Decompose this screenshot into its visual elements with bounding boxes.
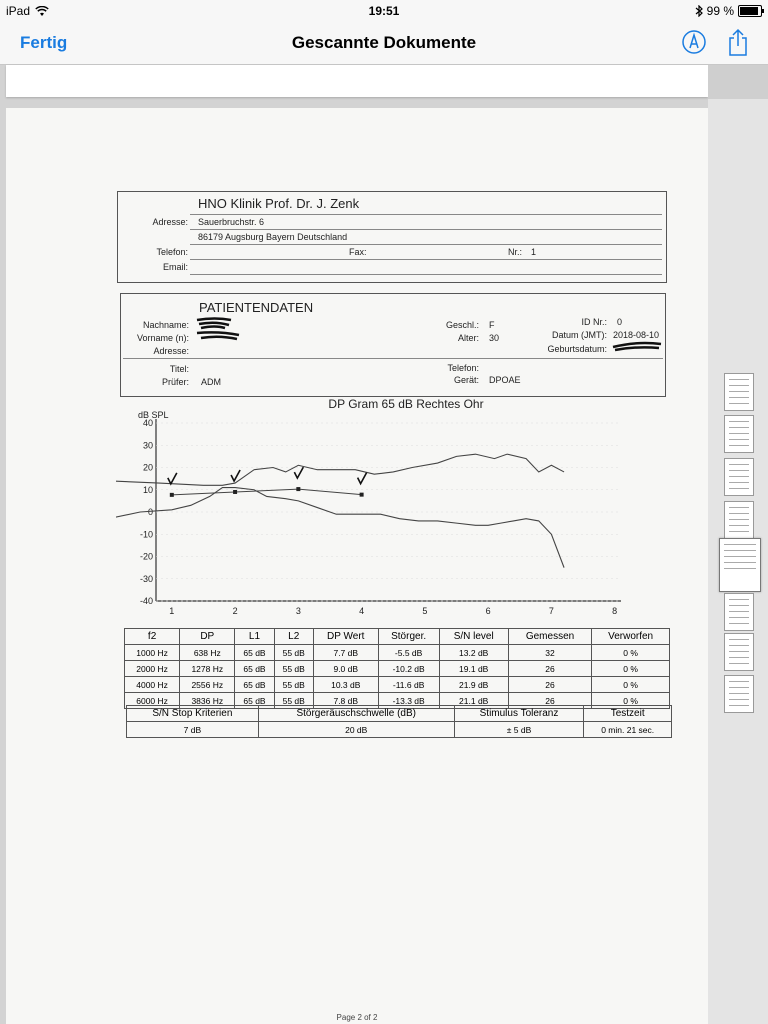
table-cell: 21.1 dB [439, 693, 508, 709]
dp-gram-chart [116, 393, 676, 655]
page-thumbnail[interactable] [724, 593, 754, 631]
dp-value-point [233, 490, 237, 494]
table-cell: 65 dB [235, 693, 274, 709]
lastname-label: Nachname: [142, 320, 189, 330]
table-cell: -11.6 dB [378, 677, 439, 693]
series-line-upper-noise [116, 454, 564, 485]
table-cell: 20 dB [258, 722, 454, 738]
x-tick-label: 4 [359, 606, 365, 616]
table-cell: DP [180, 629, 235, 645]
y-tick-label: 10 [142, 484, 153, 495]
thumbnail-line [729, 617, 749, 618]
y-tick-label: -40 [139, 596, 153, 606]
checkmark [231, 470, 240, 481]
status-right [695, 4, 762, 18]
date-value: 2018-08-10 [613, 330, 660, 340]
nr-value: 1 [531, 247, 537, 257]
document-viewer[interactable] [0, 65, 708, 1024]
table-cell: Störgeräuschschwelle (dB) [258, 706, 454, 722]
checkmark [294, 467, 303, 478]
x-tick-label: 2 [232, 606, 238, 616]
redacted-scribble [611, 339, 663, 353]
thumbnail-line [729, 379, 749, 380]
page-thumbnail[interactable] [724, 501, 754, 539]
thumbnail-line [729, 645, 749, 646]
thumbnail-line [729, 476, 749, 477]
table-row [125, 645, 670, 661]
birthdate-label: Geburtsdatum: [547, 344, 607, 354]
thumbnail-line [724, 568, 756, 569]
title-label: Titel: [169, 364, 189, 374]
page-thumbnail[interactable] [724, 373, 754, 411]
page-thumbnail[interactable] [719, 538, 761, 592]
table-cell: 7.8 dB [313, 693, 378, 709]
thumbnail-line [729, 651, 749, 652]
table-cell: 26 [508, 677, 591, 693]
clinic-name: HNO Klinik Prof. Dr. J. Zenk [198, 196, 360, 211]
table-cell: 0 % [592, 645, 670, 661]
thumbnail-line [729, 699, 749, 700]
thumbnail-line [729, 513, 749, 514]
page-title: Gescannte Dokumente [291, 33, 477, 52]
device-label: Gerät: [453, 375, 479, 385]
clinic-city: 86179 Augsburg Bayern Deutschland [198, 232, 348, 242]
table-header-row [125, 629, 670, 645]
table-cell: 55 dB [274, 661, 313, 677]
table-cell: -10.2 dB [378, 661, 439, 677]
x-tick-label: 5 [422, 606, 428, 616]
thumbnail-line [724, 550, 756, 551]
fax-label: Fax: [349, 247, 367, 257]
redacted-scribble [195, 330, 243, 342]
table-cell: 1000 Hz [125, 645, 180, 661]
table-cell: -5.5 dB [378, 645, 439, 661]
table-cell: DP Wert [313, 629, 378, 645]
age-value: 30 [489, 333, 500, 343]
clinic-header-box [117, 191, 667, 283]
table-cell: Störger. [378, 629, 439, 645]
table-cell: 638 Hz [180, 645, 235, 661]
table-cell: Stimulus Toleranz [454, 706, 584, 722]
table-cell: L1 [235, 629, 274, 645]
device-value: DPOAE [489, 375, 521, 385]
table-cell: 13.2 dB [439, 645, 508, 661]
table-cell: 65 dB [235, 677, 274, 693]
share-icon[interactable] [727, 28, 749, 56]
thumbnail-line [729, 391, 749, 392]
y-tick-label: -30 [139, 573, 153, 584]
thumbnail-line [729, 488, 749, 489]
thumbnail-line [729, 639, 749, 640]
table-cell: 19.1 dB [439, 661, 508, 677]
divider [123, 358, 663, 359]
table-row [125, 661, 670, 677]
thumbnail-line [729, 507, 749, 508]
thumbnail-line [729, 439, 749, 440]
thumbnail-line [729, 599, 749, 600]
thumbnail-line [724, 544, 756, 545]
x-tick-label: 8 [612, 606, 618, 616]
bluetooth-icon [695, 5, 703, 17]
table-cell: Gemessen [508, 629, 591, 645]
page-2 [6, 108, 708, 1024]
address-label: Adresse: [152, 217, 188, 227]
thumbnail-line [729, 531, 749, 532]
thumbnail-line [729, 385, 749, 386]
thumbnail-line [729, 482, 749, 483]
sex-label: Geschl.: [445, 320, 479, 330]
table-cell: 3836 Hz [180, 693, 235, 709]
table-cell: 65 dB [235, 661, 274, 677]
examiner-label: Prüfer: [161, 377, 189, 387]
thumbnail-line [724, 556, 756, 557]
device-name: iPad [6, 4, 31, 18]
id-label: ID Nr.: [581, 317, 607, 327]
status-time: 19:51 [368, 4, 400, 18]
phone-label: Telefon: [156, 247, 188, 257]
table-row [125, 677, 670, 693]
divider [190, 259, 662, 260]
thumbnail-line [729, 427, 749, 428]
thumbnail-line [729, 421, 749, 422]
dp-value-point [170, 493, 174, 497]
thumbnail-line [729, 611, 749, 612]
table-cell: 32 [508, 645, 591, 661]
sidebar-header [708, 65, 768, 99]
nr-label: Nr.: [508, 247, 523, 257]
x-tick-label: 1 [169, 606, 175, 616]
table-cell: 1278 Hz [180, 661, 235, 677]
address-label: Adresse: [153, 346, 189, 356]
y-tick-label: 40 [142, 418, 153, 428]
page-thumbnail[interactable] [724, 633, 754, 671]
thumbnail-line [729, 445, 749, 446]
results-table [124, 628, 670, 709]
x-tick-label: 7 [548, 606, 554, 616]
table-cell: 26 [508, 661, 591, 677]
patient-heading: PATIENTENDATEN [199, 300, 314, 315]
table-cell: 0 % [592, 661, 670, 677]
y-tick-label: -10 [139, 529, 153, 540]
examiner-value: ADM [201, 377, 221, 387]
patient-data-box [120, 293, 666, 397]
x-tick-label: 3 [295, 606, 301, 616]
table-cell: 0 min. 21 sec. [584, 722, 672, 738]
table-cell: 55 dB [274, 645, 313, 661]
thumbnail-line [729, 397, 749, 398]
table-cell: 10.3 dB [313, 677, 378, 693]
page-thumbnail[interactable] [724, 415, 754, 453]
table-cell: 6000 Hz [125, 693, 180, 709]
table-cell: 26 [508, 693, 591, 709]
divider [190, 214, 662, 215]
table-cell: 2000 Hz [125, 661, 180, 677]
redacted-scribble [195, 316, 235, 330]
thumbnail-line [724, 562, 756, 563]
table-cell: f2 [125, 629, 180, 645]
table-cell: ± 5 dB [454, 722, 584, 738]
markup-icon[interactable] [682, 30, 706, 54]
table-cell: 4000 Hz [125, 677, 180, 693]
thumbnail-line [729, 663, 749, 664]
thumbnail-line [729, 693, 749, 694]
date-label: Datum (JMT): [552, 330, 607, 340]
page-footer: Page 2 of 2 [336, 1013, 378, 1022]
table-cell: 2556 Hz [180, 677, 235, 693]
y-tick-label: 0 [147, 507, 153, 517]
checkmark [358, 473, 367, 484]
thumbnail-line [729, 687, 749, 688]
phone-label: Telefon: [447, 363, 479, 373]
summary-value-row [127, 722, 672, 738]
table-cell: 0 % [592, 693, 670, 709]
table-cell: L2 [274, 629, 313, 645]
thumbnail-line [729, 519, 749, 520]
table-cell: 0 % [592, 677, 670, 693]
y-axis-label: dB SPL [138, 410, 169, 420]
battery-fill [740, 7, 758, 15]
series-line-lower-noise [116, 488, 564, 568]
y-tick-label: 20 [142, 462, 153, 473]
thumbnail-line [729, 470, 749, 471]
table-cell: Testzeit [584, 706, 672, 722]
clinic-street: Sauerbruchstr. 6 [198, 217, 265, 227]
table-cell: 65 dB [235, 645, 274, 661]
table-cell: -13.3 dB [378, 693, 439, 709]
thumbnail-line [729, 433, 749, 434]
summary-header-row [127, 706, 672, 722]
table-cell: 7.7 dB [313, 645, 378, 661]
page-thumbnail[interactable] [724, 458, 754, 496]
page-thumbnails-sidebar [708, 65, 768, 1024]
id-value: 0 [617, 317, 623, 327]
thumbnail-line [729, 681, 749, 682]
thumbnail-line [729, 525, 749, 526]
summary-table [126, 705, 672, 738]
y-tick-label: 30 [142, 440, 153, 451]
thumbnail-line [729, 403, 749, 404]
x-tick-label: 6 [485, 606, 491, 616]
y-tick-label: -20 [139, 551, 153, 562]
thumbnail-line [729, 464, 749, 465]
table-cell: 21.9 dB [439, 677, 508, 693]
age-label: Alter: [457, 333, 479, 343]
chart-title: DP Gram 65 dB Rechtes Ohr [328, 397, 484, 411]
status-bar [0, 0, 768, 22]
table-cell: 55 dB [274, 677, 313, 693]
table-cell: S/N level [439, 629, 508, 645]
thumbnail-line [729, 605, 749, 606]
page-1-bottom [6, 65, 708, 97]
table-cell: 55 dB [274, 693, 313, 709]
sex-value: F [489, 320, 495, 330]
battery-percent: 99 % [706, 4, 734, 18]
divider [190, 244, 662, 245]
divider [190, 274, 662, 275]
page-thumbnail[interactable] [724, 675, 754, 713]
done-button[interactable]: Fertig [20, 33, 68, 52]
dp-value-point [296, 487, 300, 491]
thumbnail-line [729, 705, 749, 706]
table-cell: 7 dB [127, 722, 259, 738]
checkmark [168, 473, 177, 484]
thumbnail-line [729, 657, 749, 658]
table-cell: S/N Stop Kriterien [127, 706, 259, 722]
dp-value-point [360, 493, 364, 497]
table-cell: 9.0 dB [313, 661, 378, 677]
email-label: Email: [162, 262, 188, 272]
navigation-bar [0, 22, 768, 65]
thumbnail-line [729, 623, 749, 624]
battery-icon [738, 5, 762, 17]
table-cell: Verworfen [592, 629, 670, 645]
firstname-label: Vorname (n): [136, 333, 189, 343]
divider [190, 229, 662, 230]
